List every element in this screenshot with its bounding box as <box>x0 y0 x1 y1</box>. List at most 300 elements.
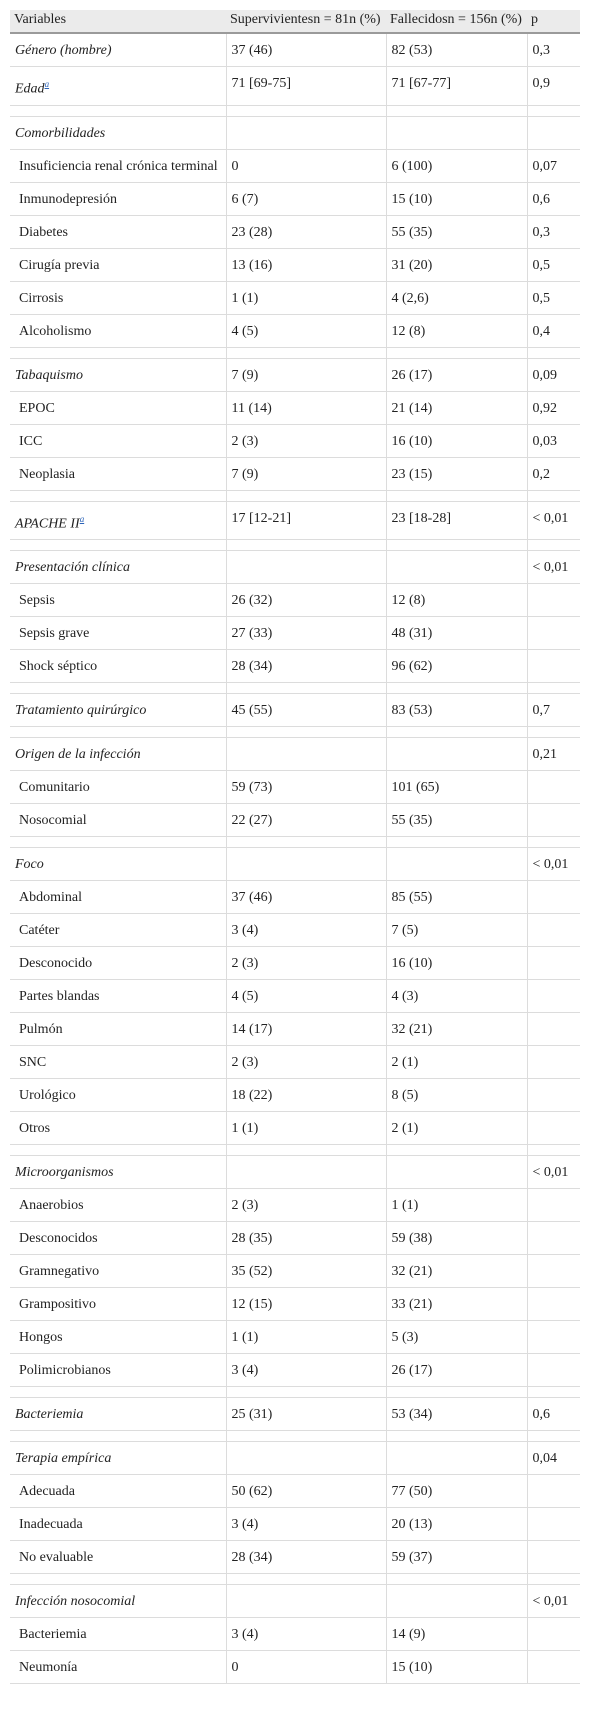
spacer-cell <box>386 490 527 501</box>
deceased-cell: 4 (2,6) <box>386 281 527 314</box>
deceased-cell: 32 (21) <box>386 1013 527 1046</box>
variable-label: Terapia empírica <box>15 1451 112 1467</box>
variable-cell <box>10 848 226 881</box>
survivors-cell: 14 (17) <box>226 1013 386 1046</box>
footnote-link[interactable]: a <box>44 79 50 89</box>
p-value-cell <box>527 1508 580 1541</box>
deceased-cell: 1 (1) <box>386 1189 527 1222</box>
variable-label: Neoplasia <box>19 466 75 482</box>
p-value-cell <box>527 1046 580 1079</box>
table-row <box>10 914 580 947</box>
table-row <box>10 1475 580 1508</box>
spacer-cell <box>386 683 527 694</box>
variable-cell <box>10 980 226 1013</box>
table-row <box>10 1013 580 1046</box>
table-row <box>10 424 580 457</box>
deceased-cell: 23 (15) <box>386 457 527 490</box>
data-table <box>10 10 580 1684</box>
category-row <box>10 116 580 149</box>
deceased-cell: 82 (53) <box>386 33 527 67</box>
variable-label: Otros <box>19 1121 51 1137</box>
table-row <box>10 248 580 281</box>
p-value-cell <box>527 947 580 980</box>
table-row <box>10 980 580 1013</box>
deceased-cell <box>386 848 527 881</box>
table-row <box>10 584 580 617</box>
survivors-cell: 11 (14) <box>226 391 386 424</box>
p-value-cell <box>527 1321 580 1354</box>
variable-label: ICC <box>19 433 43 449</box>
variable-cell <box>10 358 226 391</box>
variable-label: Sepsis grave <box>19 626 90 642</box>
spacer-cell <box>10 727 226 738</box>
spacer-cell <box>10 1145 226 1156</box>
survivors-cell: 25 (31) <box>226 1398 386 1431</box>
spacer-row <box>10 1387 580 1398</box>
spacer-cell <box>527 540 580 551</box>
variable-cell <box>10 1354 226 1387</box>
variable-label: Inadecuada <box>19 1517 83 1533</box>
p-value-cell: < 0,01 <box>527 551 580 584</box>
survivors-cell: 23 (28) <box>226 215 386 248</box>
survivors-cell: 3 (4) <box>226 1618 386 1651</box>
variable-label: Bacteriemia <box>15 1407 84 1423</box>
deceased-cell: 77 (50) <box>386 1475 527 1508</box>
p-value-cell <box>527 1475 580 1508</box>
deceased-cell: 55 (35) <box>386 804 527 837</box>
spacer-cell <box>386 837 527 848</box>
spacer-cell <box>226 1574 386 1585</box>
survivors-cell <box>226 551 386 584</box>
deceased-cell: 16 (10) <box>386 947 527 980</box>
table-row <box>10 1112 580 1145</box>
deceased-cell: 6 (100) <box>386 149 527 182</box>
deceased-cell: 31 (20) <box>386 248 527 281</box>
variable-cell <box>10 391 226 424</box>
survivors-cell: 71 [69-75] <box>226 67 386 106</box>
spacer-cell <box>527 347 580 358</box>
p-value-cell: < 0,01 <box>527 501 580 540</box>
survivors-cell <box>226 1156 386 1189</box>
p-value-cell: 0,92 <box>527 391 580 424</box>
p-value-cell <box>527 980 580 1013</box>
deceased-cell: 71 [67-77] <box>386 67 527 106</box>
table-row <box>10 314 580 347</box>
survivors-cell: 27 (33) <box>226 617 386 650</box>
survivors-cell: 3 (4) <box>226 1508 386 1541</box>
table-row <box>10 1541 580 1574</box>
survivors-cell: 3 (4) <box>226 914 386 947</box>
spacer-cell <box>10 540 226 551</box>
variable-label: Neumonía <box>19 1660 78 1676</box>
category-row <box>10 738 580 771</box>
spacer-cell <box>527 1574 580 1585</box>
spacer-cell <box>386 347 527 358</box>
p-value-cell: 0,4 <box>527 314 580 347</box>
deceased-cell: 33 (21) <box>386 1288 527 1321</box>
deceased-cell: 26 (17) <box>386 358 527 391</box>
p-value-cell <box>527 584 580 617</box>
p-value-cell: 0,5 <box>527 281 580 314</box>
table-row <box>10 215 580 248</box>
p-value-cell: < 0,01 <box>527 1585 580 1618</box>
survivors-cell: 45 (55) <box>226 694 386 727</box>
variable-label: Nosocomial <box>19 813 87 829</box>
deceased-cell: 12 (8) <box>386 584 527 617</box>
table-row <box>10 650 580 683</box>
variable-label: Anaerobios <box>19 1198 84 1214</box>
variable-cell <box>10 1288 226 1321</box>
p-value-cell: 0,03 <box>527 424 580 457</box>
deceased-cell <box>386 551 527 584</box>
survivors-cell <box>226 848 386 881</box>
spacer-cell <box>10 683 226 694</box>
survivors-cell: 26 (32) <box>226 584 386 617</box>
survivors-cell: 13 (16) <box>226 248 386 281</box>
p-value-cell: 0,5 <box>527 248 580 281</box>
deceased-cell <box>386 116 527 149</box>
survivors-cell <box>226 738 386 771</box>
category-row <box>10 1156 580 1189</box>
deceased-cell: 32 (21) <box>386 1255 527 1288</box>
spacer-cell <box>10 105 226 116</box>
p-value-cell <box>527 1651 580 1684</box>
deceased-cell: 85 (55) <box>386 881 527 914</box>
variable-cell <box>10 281 226 314</box>
footnote-sup <box>45 77 50 90</box>
spacer-row <box>10 683 580 694</box>
table-row <box>10 1079 580 1112</box>
spacer-cell <box>527 105 580 116</box>
variable-label: Gramnegativo <box>19 1264 100 1280</box>
variable-cell <box>10 947 226 980</box>
variable-cell <box>10 650 226 683</box>
variable-label: Cirugía previa <box>19 257 100 273</box>
survivors-cell <box>226 116 386 149</box>
variable-cell <box>10 116 226 149</box>
variable-cell <box>10 1156 226 1189</box>
p-value-cell <box>527 1189 580 1222</box>
deceased-cell: 4 (3) <box>386 980 527 1013</box>
spacer-cell <box>10 347 226 358</box>
variable-cell <box>10 1398 226 1431</box>
p-value-cell: 0,6 <box>527 1398 580 1431</box>
variable-cell <box>10 551 226 584</box>
variable-cell <box>10 314 226 347</box>
p-value-cell <box>527 1112 580 1145</box>
table-row <box>10 457 580 490</box>
deceased-cell: 83 (53) <box>386 694 527 727</box>
category-row <box>10 33 580 67</box>
variable-label: Cirrosis <box>19 290 64 306</box>
spacer-cell <box>226 540 386 551</box>
variable-label: Género (hombre) <box>15 43 112 58</box>
table-row <box>10 182 580 215</box>
survivors-cell: 0 <box>226 149 386 182</box>
p-value-cell: 0,21 <box>527 738 580 771</box>
category-row <box>10 501 580 540</box>
table-row <box>10 1508 580 1541</box>
p-value-cell <box>527 1541 580 1574</box>
table-row <box>10 281 580 314</box>
deceased-cell: 26 (17) <box>386 1354 527 1387</box>
variable-cell <box>10 1046 226 1079</box>
p-value-cell <box>527 116 580 149</box>
spacer-row <box>10 347 580 358</box>
deceased-cell: 59 (37) <box>386 1541 527 1574</box>
variable-label: Tabaquismo <box>15 367 83 383</box>
spacer-cell <box>226 1145 386 1156</box>
deceased-cell <box>386 1585 527 1618</box>
variable-cell <box>10 1079 226 1112</box>
header-row <box>10 10 580 33</box>
survivors-cell: 18 (22) <box>226 1079 386 1112</box>
survivors-cell <box>226 1585 386 1618</box>
table-row <box>10 1618 580 1651</box>
variable-label: Catéter <box>19 923 60 939</box>
table-row <box>10 804 580 837</box>
variable-cell <box>10 804 226 837</box>
p-value-cell: 0,04 <box>527 1442 580 1475</box>
survivors-cell <box>226 1442 386 1475</box>
variable-label: Tratamiento quirúrgico <box>15 703 147 719</box>
spacer-cell <box>386 1387 527 1398</box>
spacer-cell <box>527 1387 580 1398</box>
table-row <box>10 1189 580 1222</box>
spacer-cell <box>527 727 580 738</box>
spacer-cell <box>386 1431 527 1442</box>
deceased-cell: 96 (62) <box>386 650 527 683</box>
spacer-cell <box>527 1431 580 1442</box>
category-row <box>10 1442 580 1475</box>
variable-cell <box>10 584 226 617</box>
spacer-row <box>10 1574 580 1585</box>
header-p-value: p <box>527 10 580 33</box>
deceased-cell: 53 (34) <box>386 1398 527 1431</box>
category-row <box>10 1585 580 1618</box>
deceased-cell: 7 (5) <box>386 914 527 947</box>
variable-cell <box>10 149 226 182</box>
variable-cell <box>10 1013 226 1046</box>
variable-label: Adecuada <box>19 1484 75 1500</box>
variable-label: Comorbilidades <box>15 125 106 141</box>
spacer-row <box>10 727 580 738</box>
survivors-cell: 3 (4) <box>226 1354 386 1387</box>
survivors-cell: 1 (1) <box>226 281 386 314</box>
survivors-cell: 2 (3) <box>226 947 386 980</box>
spacer-cell <box>386 105 527 116</box>
spacer-cell <box>226 683 386 694</box>
header-deceased: Fallecidosn = 156n (%) <box>386 10 527 33</box>
deceased-cell: 2 (1) <box>386 1112 527 1145</box>
variable-label: Polimicrobianos <box>19 1363 111 1379</box>
variable-label: APACHE II <box>15 516 80 532</box>
survivors-cell: 2 (3) <box>226 1189 386 1222</box>
table-row <box>10 1321 580 1354</box>
variable-label: Origen de la infección <box>15 747 141 763</box>
variable-cell <box>10 33 226 67</box>
variable-label: Grampositivo <box>19 1297 96 1313</box>
spacer-cell <box>226 347 386 358</box>
p-value-cell <box>527 1288 580 1321</box>
variable-cell <box>10 67 226 106</box>
variable-cell <box>10 424 226 457</box>
survivors-cell: 37 (46) <box>226 881 386 914</box>
spacer-cell <box>527 1145 580 1156</box>
p-value-cell: < 0,01 <box>527 848 580 881</box>
spacer-cell <box>226 727 386 738</box>
deceased-cell: 15 (10) <box>386 182 527 215</box>
spacer-row <box>10 1145 580 1156</box>
variable-cell <box>10 1541 226 1574</box>
deceased-cell: 23 [18-28] <box>386 501 527 540</box>
variable-cell <box>10 1475 226 1508</box>
spacer-cell <box>10 1431 226 1442</box>
p-value-cell <box>527 1618 580 1651</box>
survivors-cell: 50 (62) <box>226 1475 386 1508</box>
deceased-cell: 101 (65) <box>386 771 527 804</box>
header-survivors: Supervivientesn = 81n (%) <box>226 10 386 33</box>
survivors-cell: 2 (3) <box>226 424 386 457</box>
variable-label: Diabetes <box>19 224 68 240</box>
variable-label: Bacteriemia <box>19 1627 87 1643</box>
p-value-cell: 0,9 <box>527 67 580 106</box>
variable-label: SNC <box>19 1055 47 1071</box>
p-value-cell <box>527 617 580 650</box>
deceased-cell: 2 (1) <box>386 1046 527 1079</box>
deceased-cell: 20 (13) <box>386 1508 527 1541</box>
variable-label: Presentación clínica <box>15 560 130 576</box>
variable-label: EPOC <box>19 400 55 416</box>
variable-cell <box>10 1651 226 1684</box>
variable-label: Urológico <box>19 1088 76 1104</box>
p-value-cell: 0,3 <box>527 33 580 67</box>
spacer-cell <box>527 683 580 694</box>
deceased-cell: 59 (38) <box>386 1222 527 1255</box>
spacer-cell <box>226 837 386 848</box>
survivors-cell: 17 [12-21] <box>226 501 386 540</box>
variable-cell <box>10 1112 226 1145</box>
category-row <box>10 551 580 584</box>
footnote-sup <box>80 512 85 525</box>
variable-label: Desconocido <box>19 956 93 972</box>
variable-cell <box>10 501 226 540</box>
variable-label: Hongos <box>19 1330 63 1346</box>
deceased-cell: 48 (31) <box>386 617 527 650</box>
p-value-cell <box>527 771 580 804</box>
survivors-cell: 0 <box>226 1651 386 1684</box>
variable-label: Insuficiencia renal crónica terminal <box>19 158 218 174</box>
survivors-cell: 4 (5) <box>226 314 386 347</box>
survivors-cell: 22 (27) <box>226 804 386 837</box>
variable-cell <box>10 1618 226 1651</box>
deceased-cell <box>386 738 527 771</box>
spacer-cell <box>10 1574 226 1585</box>
spacer-cell <box>10 490 226 501</box>
table-header <box>10 10 580 33</box>
p-value-cell <box>527 914 580 947</box>
deceased-cell: 16 (10) <box>386 424 527 457</box>
category-row <box>10 694 580 727</box>
survivors-cell: 35 (52) <box>226 1255 386 1288</box>
p-value-cell <box>527 804 580 837</box>
spacer-row <box>10 837 580 848</box>
variable-cell <box>10 881 226 914</box>
variable-cell <box>10 457 226 490</box>
deceased-cell: 55 (35) <box>386 215 527 248</box>
spacer-cell <box>226 1431 386 1442</box>
variable-cell <box>10 771 226 804</box>
spacer-cell <box>527 837 580 848</box>
spacer-row <box>10 540 580 551</box>
spacer-cell <box>226 1387 386 1398</box>
spacer-cell <box>527 490 580 501</box>
survivors-cell: 7 (9) <box>226 457 386 490</box>
variable-label: Infección nosocomial <box>15 1594 136 1610</box>
header-variables: Variables <box>10 10 226 33</box>
footnote-link[interactable]: a <box>79 513 85 524</box>
variable-label: Alcoholismo <box>19 323 92 339</box>
spacer-cell <box>386 540 527 551</box>
variable-cell <box>10 914 226 947</box>
survivors-cell: 7 (9) <box>226 358 386 391</box>
variable-cell <box>10 1508 226 1541</box>
variable-cell <box>10 738 226 771</box>
spacer-cell <box>10 1387 226 1398</box>
survivors-cell: 28 (34) <box>226 1541 386 1574</box>
table-row <box>10 1255 580 1288</box>
table-body <box>10 33 580 1684</box>
deceased-cell: 15 (10) <box>386 1651 527 1684</box>
p-value-cell <box>527 1222 580 1255</box>
variable-label: Desconocidos <box>19 1231 98 1247</box>
variable-label: Abdominal <box>19 890 82 906</box>
p-value-cell: 0,7 <box>527 694 580 727</box>
spacer-row <box>10 1431 580 1442</box>
variable-cell <box>10 215 226 248</box>
p-value-cell: 0,3 <box>527 215 580 248</box>
p-value-cell: 0,6 <box>527 182 580 215</box>
p-value-cell: < 0,01 <box>527 1156 580 1189</box>
table-row <box>10 617 580 650</box>
deceased-cell <box>386 1156 527 1189</box>
deceased-cell: 5 (3) <box>386 1321 527 1354</box>
survivors-cell: 2 (3) <box>226 1046 386 1079</box>
table-row <box>10 947 580 980</box>
table-row <box>10 1651 580 1684</box>
spacer-cell <box>226 105 386 116</box>
deceased-cell <box>386 1442 527 1475</box>
variable-cell <box>10 617 226 650</box>
spacer-cell <box>386 1574 527 1585</box>
variable-cell <box>10 182 226 215</box>
variable-cell <box>10 1189 226 1222</box>
table-row <box>10 1222 580 1255</box>
spacer-cell <box>386 1145 527 1156</box>
category-row <box>10 1398 580 1431</box>
spacer-row <box>10 105 580 116</box>
table-row <box>10 149 580 182</box>
table-row <box>10 1046 580 1079</box>
variable-label: No evaluable <box>19 1550 94 1566</box>
variable-label: Foco <box>15 857 44 873</box>
table-row <box>10 771 580 804</box>
variable-cell <box>10 1321 226 1354</box>
table-row <box>10 1354 580 1387</box>
category-row <box>10 67 580 106</box>
variable-cell <box>10 694 226 727</box>
variable-label: Pulmón <box>19 1022 63 1038</box>
